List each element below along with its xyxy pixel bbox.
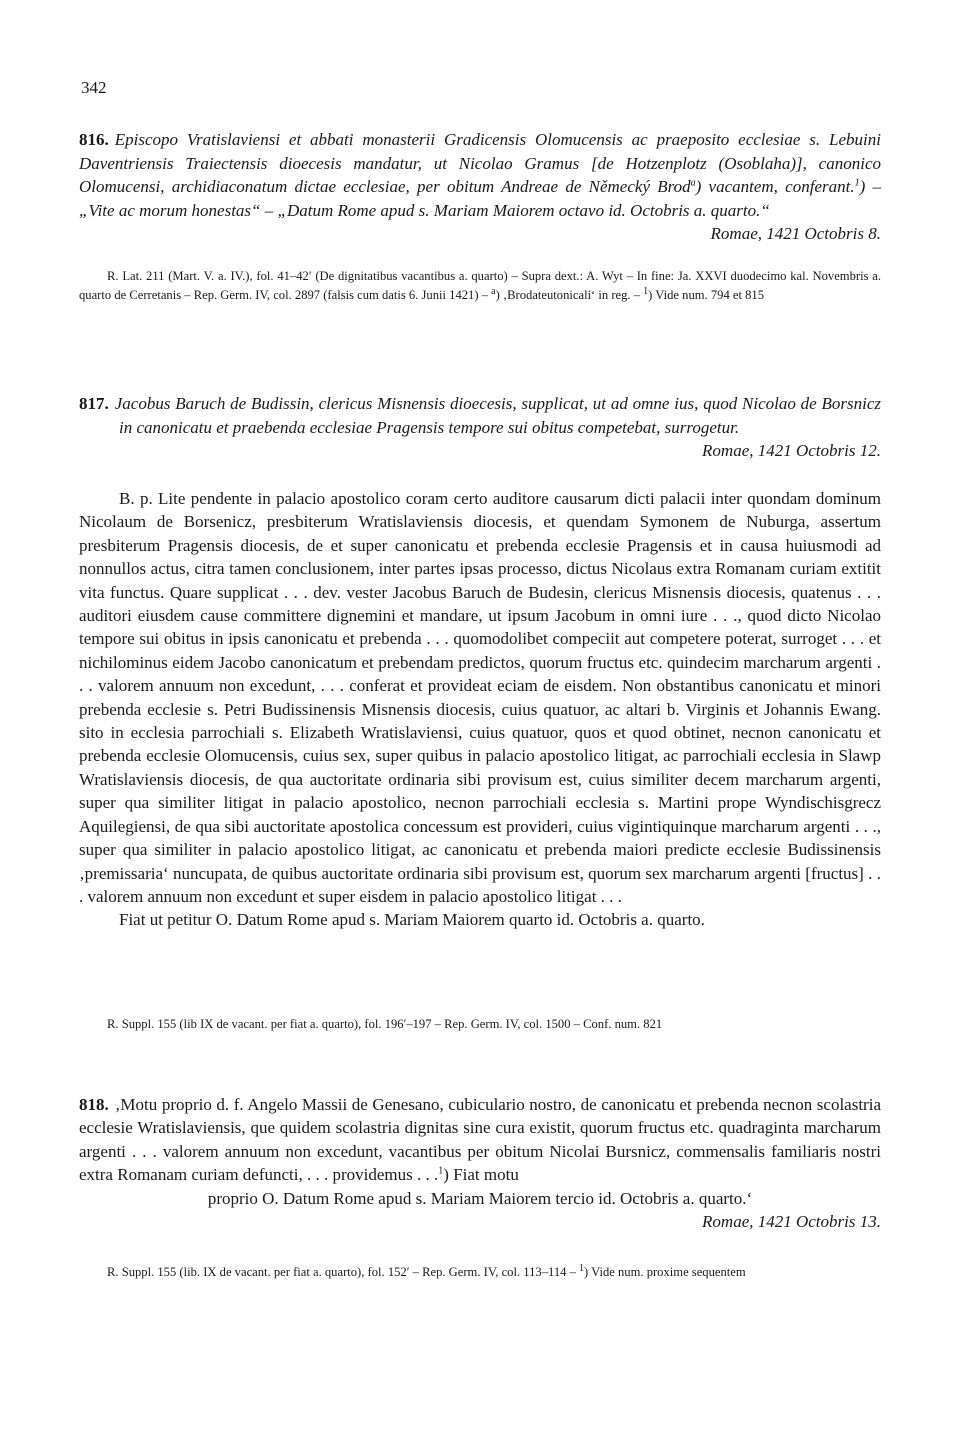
entry-number: 817. <box>79 394 109 413</box>
document-text: B. p. Lite pendente in palacio apostolico coram certo auditore causarum dicti palacii inter quondam dominum Nicolaum de Borsenicz, presbiterum Wratislaviensis diocesis, et quendam Symonem de Nuburga, assertum presbiterum Pragensis diocesis, de et super canonicatu et prebenda ecclesie Pragensis et in causa huiusmodi ad nonnullos actus, citra tamen conclusionem, inter partes ipsas processo, dictus Nicolaus extra Romanam curiam extitit vita functus. Quare supplicat . . . dev. vester Jacobus Baruch de Budesin, clericus Misnensis diocesis, quatenus . . . auditori eiusdem cause committere dignemini et mandare, ut ipsum Jacobum in omni iure . . ., quod dicto Nicolao tempore sui obitus in ipsis canonicatu et prebenda . . . quomodolibet compeciit aut competere poterat, surroget . . . et nichilominus eidem Jacobo canonicatum et prebendam predictos, quorum fructus etc. quindecim marcharum argenti . . . valorem annuum non excedunt, . . . conferat et provideat eciam de eisdem. Non obstantibus canonicatu et minori prebenda ecclesie s. Petri Budissinensis Misnensis diocesis, cuius quatuor, ac altari b. Virginis et Johannis Ewang. sito in ecclesia parrochiali s. Elizabeth Wratislaviensi, cuius quatuor, quos et quod obtinet, necnon canonicatu et prebenda ecclesie Olomucensis, cuius sex, super quibus in palacio apostolico litigat, ac parrochiali ecclesia in Slawp Wratislaviensis diocesis, de qua auctoritate ordinaria sibi provisum est, cuius similiter decem marcharum argenti, super qua similiter litigat in palacio apostolico, necnon parrochiali ecclesia s. Martini prope Wyndischisgrecz Aquilegiensi, de qua sibi auctoritate apostolica concessum est provideri, cuius vigintiquinque marcharum argenti . . ., super qua similiter in palacio apostolico litigat, ac canonicatu et prebenda maiori predicte ecclesie Budissinensis ‚premissaria‘ nuncupata, de quibus auctoritate ordinaria sibi provisum est, quorum sex marcharum argenti [fructus] . . . valorem annuum non excedunt et super eisdem in palacio apostolico litigat . . . <box>79 489 881 906</box>
apparatus-817: R. Suppl. 155 (lib IX de vacant. per fiat a. quarto), fol. 196′–197 – Rep. Germ. IV, col. 1500 – Conf. num. 821 <box>107 1017 663 1031</box>
place-date: Romae, 1421 Octobris 13. <box>702 1212 881 1232</box>
apparatus-816 <box>79 267 881 305</box>
document-text <box>79 1093 881 1187</box>
apparatus-text: ) Vide num. 794 et 815 <box>648 288 765 303</box>
footnote-marker: a <box>491 286 496 298</box>
entry-818 <box>79 1093 881 1234</box>
footnote-marker: 1 <box>643 286 649 298</box>
document-text: Fiat ut petitur O. Datum Rome apud s. Mariam Maiorem quarto id. Octobris a. quarto. <box>119 910 705 930</box>
apparatus-818 <box>79 1263 881 1282</box>
document-text: ‚Motu proprio d. f. Angelo Massii de Genesano, cubiculario nostro, de canonicatu et prebenda necnon scolastria ecclesie Wratislaviensis, que quidem scolastria dignitas sine cura existit, quorum fructus etc. quadraginta marcharum argenti . . . valorem annuum non excedunt, vacantibus per obitum Nicolai Bursnicz, commensalis familiaris nostri extra Romanam curiam defuncti, . . . providemus . . . <box>79 1095 881 1185</box>
page-number: 342 <box>81 78 107 97</box>
entry-heading <box>79 128 881 222</box>
entry-heading <box>79 392 881 439</box>
regest-text: ) vacantem, conferant. <box>695 177 855 197</box>
regest-text: ) – „Vite ac morum honestas“ – „Datum Rome apud s. Mariam Maiorem octavo id. Octobris a. quarto.“ <box>79 177 881 220</box>
apparatus-text: ) Vide num. proxime sequentem <box>584 1265 746 1279</box>
document-body-817 <box>79 487 881 932</box>
entry-number: 816. <box>79 130 109 149</box>
regest-text: Episcopo Vratislaviensi et abbati monasterii Gradicensis Olomucensis ac praeposito ecclesiae s. Lebuini Daventriensis Traiectensis dioecesis mandatur, ut Nicolao Gramus [de Hotzenplotz (Osoblaha)], canonico Olomucensi, archidiaconatum dictae ecclesiae, per obitum Andreae de Německý Brod <box>79 130 881 197</box>
document-text: ) Fiat motu <box>443 1165 519 1185</box>
regest-text: Jacobus Baruch de Budissin, clericus Misnensis dioecesis, supplicat, ut ad omne ius, quod Nicolao de Borsnicz in canonicatu et praebenda ecclesiae Pragensis tempore sui obitus competebat, surrogetur. <box>114 394 881 437</box>
entry-816 <box>79 128 881 246</box>
entry-817 <box>79 392 881 463</box>
apparatus-text: R. Lat. 211 (Mart. V. a. IV.), fol. 41–42′ (De dignitatibus vacantibus a. quarto) – Supra dext.: A. Wyt – In fine: Ja. XXVI duodecimo kal. Novembris a. quarto de Cerretanis – Rep. Germ. IV, col. 2897 (falsis cum datis 6. Junii 1421) – <box>79 269 881 303</box>
footnote-marker: a <box>690 177 696 189</box>
footnote-marker: 1 <box>438 1165 444 1177</box>
apparatus-text: R. Suppl. 155 (lib. IX de vacant. per fiat a. quarto), fol. 152′ – Rep. Germ. IV, col. 113–114 – <box>107 1265 580 1279</box>
document-text: proprio O. Datum Rome apud s. Mariam Maiorem tercio id. Octobris a. quarto.‘ <box>207 1188 753 1208</box>
footnote-marker: 1 <box>854 177 860 189</box>
place-date: Romae, 1421 Octobris 12. <box>702 441 881 461</box>
footnote-marker: 1 <box>579 1262 585 1274</box>
apparatus-text: ) ‚Brodateutonicali‘ in reg. – <box>495 288 644 303</box>
entry-number: 818. <box>79 1095 109 1114</box>
place-date: Romae, 1421 Octobris 8. <box>710 224 881 244</box>
